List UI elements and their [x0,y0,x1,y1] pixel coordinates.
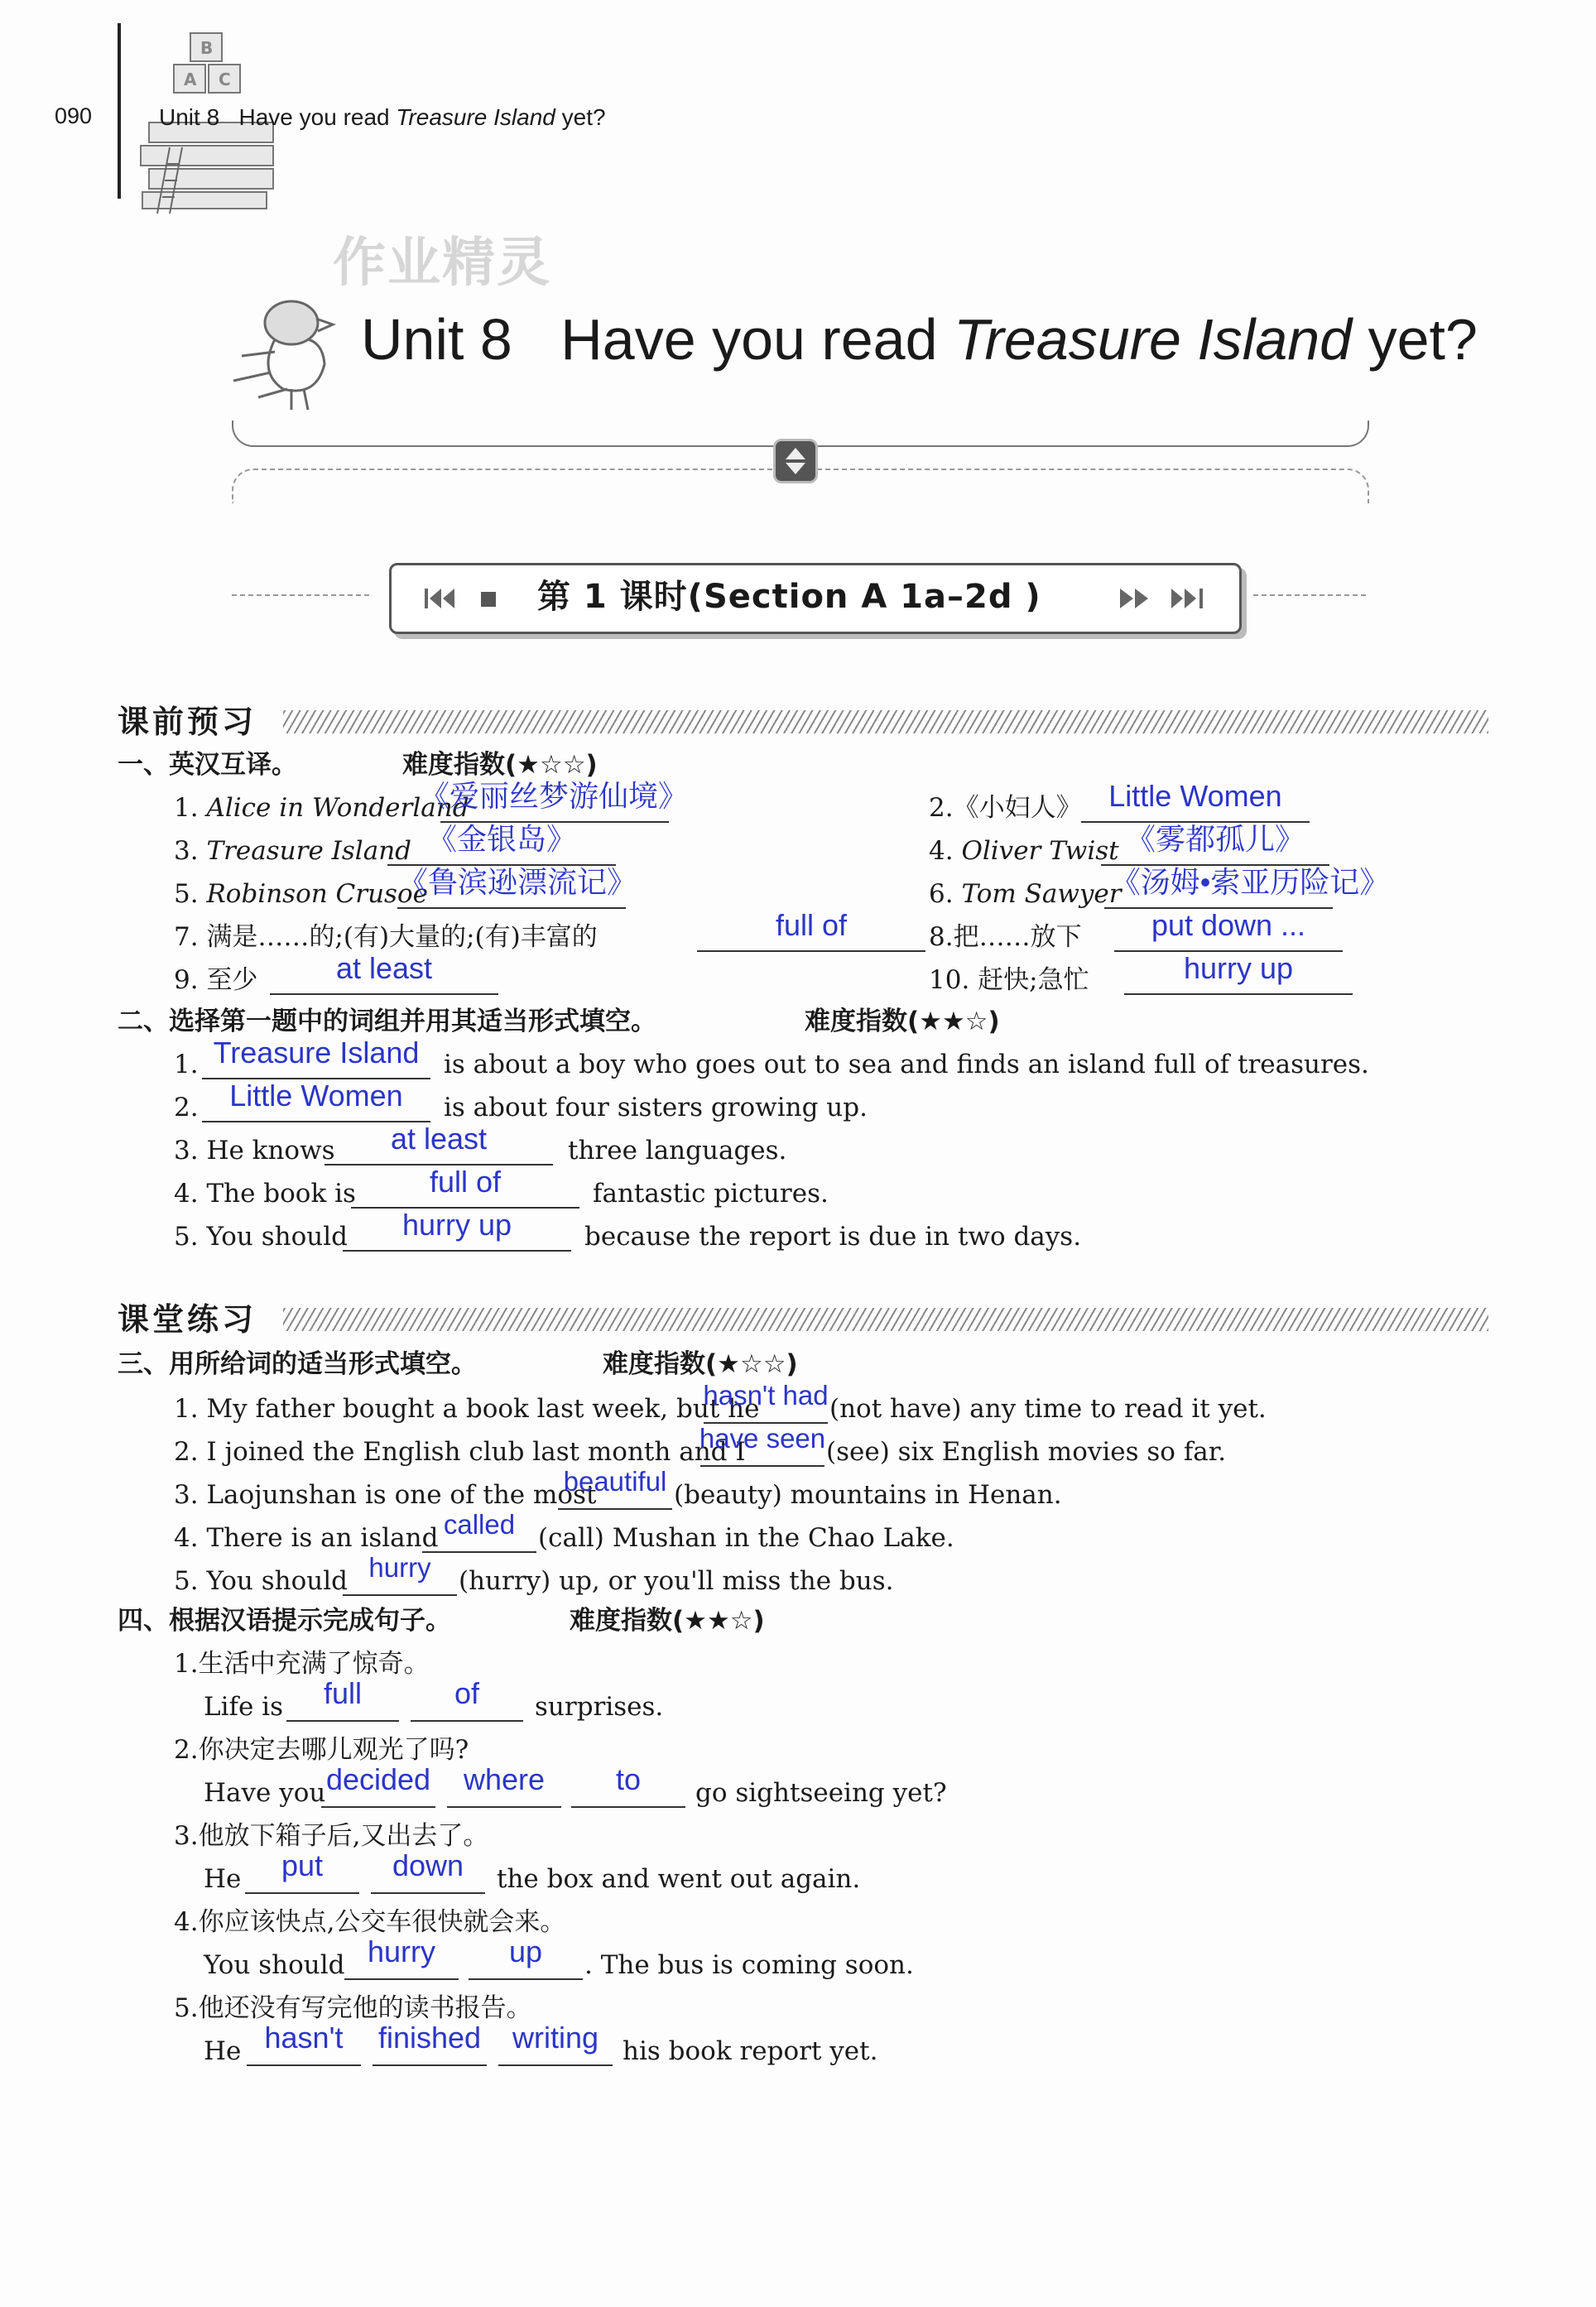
p1-answer-8: put down ... [1151,908,1306,942]
p4-before-4: You should [204,1950,345,1980]
p4-answer-3a: put [281,1848,324,1882]
p4-blank-3a[interactable] [245,1892,359,1894]
frame-knob-icon [773,439,818,483]
p3-answer-3: beautiful [563,1466,667,1497]
unit-title-unit: Unit 8 [361,307,512,372]
p4-chinese-1: 1.生活中充满了惊奇。 [174,1649,430,1679]
p2-answer-4: full of [429,1165,502,1199]
p3-answer-2: have seen [699,1423,826,1454]
p4-blank-5b[interactable] [373,2064,487,2066]
part3-heading: 三、用所给词的适当形式填空。 [118,1349,477,1379]
p4-chinese-3: 3.他放下箱子后,又出去了。 [174,1821,489,1851]
p4-after-3: the box and went out again. [497,1864,861,1894]
p4-blank-5c[interactable] [498,2064,613,2066]
banner-line-right [1253,594,1366,596]
p3-after-2: (see) six English movies so far. [826,1437,1227,1467]
p4-after-5: his book report yet. [623,2036,878,2066]
p1-answer-3: 《金银岛》 [426,822,576,856]
part2-heading: 二、选择第一题中的词组并用其适当形式填空。 [118,1007,656,1036]
p3-item-1: 1. My father bought a book last week, but he [174,1394,760,1424]
parrot-illustration-icon [225,273,366,414]
lesson-banner-label: 第 1 课时(Section A 1a–2d ) [537,578,1041,616]
p2-after-1: is about a boy who goes out to sea and finds an island full of treasures. [444,1050,1369,1079]
p1-item-9: 9. 至少 [174,965,258,995]
p1-item-7: 7. 满是……的;(有)大量的;(有)丰富的 [174,922,598,952]
p1-item-10: 10. 赶快;急忙 [929,965,1089,995]
p1-blank-7[interactable] [697,950,925,952]
p4-answer-3b: down [392,1848,464,1882]
part2-difficulty: 难度指数(★★☆) [805,1007,1000,1036]
p4-before-1: Life is [204,1692,283,1722]
p3-blank-2[interactable] [700,1465,824,1467]
p3-answer-5: hurry [368,1552,431,1583]
p4-blank-2c[interactable] [571,1806,685,1808]
p1-item-6: 6. Tom Sawyer [929,879,1122,909]
p2-num-1: 1. [174,1050,199,1079]
header-divider [118,23,121,199]
header-title-suffix: yet? [555,104,606,130]
p4-blank-2b[interactable] [447,1806,561,1808]
p1-answer-9: at least [335,951,433,985]
p4-answer-2c: to [615,1762,642,1796]
unit-title-prefix: Have you read [560,307,954,372]
p2-answer-2: Little Women [229,1079,403,1113]
p4-blank-2a[interactable] [321,1806,435,1808]
unit-title-suffix: yet? [1352,307,1478,372]
p3-after-5: (hurry) up, or you'll miss the bus. [459,1566,894,1596]
svg-text:C: C [219,70,231,89]
p4-answer-5c: writing [512,2021,599,2055]
part4-heading: 四、根据汉语提示完成句子。 [118,1606,451,1636]
p1-answer-1: 《爱丽丝梦游仙境》 [419,779,688,813]
page-number: 090 [55,103,93,128]
banner-line-left [232,594,369,596]
section-hatch-preview [283,710,1488,733]
p4-after-2: go sightseeing yet? [695,1778,947,1808]
p4-blank-4b[interactable] [469,1978,583,1980]
watermark: 作业精灵 [333,233,551,292]
p1-item-8: 8.把……放下 [929,922,1082,952]
fast-forward-icon [1118,587,1151,610]
part3-difficulty: 难度指数(★☆☆) [603,1349,798,1379]
p3-blank-5[interactable] [343,1594,457,1596]
p1-item-1: 1. Alice in Wonderland [174,793,469,823]
p3-item-5: 5. You should [174,1566,348,1596]
p1-answer-5: 《鲁滨逊漂流记》 [397,865,637,899]
p1-answer-6: 《汤姆•索亚历险记》 [1110,865,1390,899]
p4-answer-4a: hurry [367,1935,436,1968]
p4-before-5: He [204,2036,242,2066]
p4-after-1: surprises. [535,1692,664,1722]
p4-answer-1a: full [323,1676,363,1710]
svg-text:A: A [184,70,197,89]
part1-heading: 一、英汉互译。 [118,750,297,780]
p1-blank-9[interactable] [270,993,498,995]
p4-answer-5b: finished [377,2021,482,2055]
p2-answer-5: hurry up [401,1208,512,1242]
p4-blank-4a[interactable] [344,1978,459,1980]
p3-item-3: 3. Laojunshan is one of the most [174,1480,597,1510]
p3-blank-3[interactable] [558,1508,672,1510]
svg-text:B: B [200,38,214,58]
p2-after-4: fantastic pictures. [593,1179,829,1209]
p4-blank-1a[interactable] [286,1720,399,1722]
p4-before-2: Have you [204,1778,326,1808]
p4-blank-3b[interactable] [371,1892,485,1894]
p2-item-4: 4. The book is [174,1179,356,1209]
p3-answer-4: called [443,1509,516,1540]
part4-difficulty: 难度指数(★★☆) [570,1606,765,1636]
p2-after-3: three languages. [568,1136,787,1166]
p3-after-3: (beauty) mountains in Henan. [674,1480,1062,1510]
p1-item-3: 3. Treasure Island [174,836,412,866]
p4-answer-2b: where [463,1762,546,1796]
p4-blank-5a[interactable] [247,2064,361,2066]
p4-blank-1b[interactable] [411,1720,523,1722]
p2-answer-1: Treasure Island [213,1036,420,1069]
p3-after-4: (call) Mushan in the Chao Lake. [538,1523,954,1553]
p3-answer-1: hasn't had [703,1380,829,1411]
unit-title-italic: Treasure Island [953,307,1353,372]
lesson-banner [389,563,1242,634]
p1-blank-10[interactable] [1124,993,1353,995]
skip-back-icon [423,587,459,610]
header-title-prefix: Have you read [238,104,397,130]
section-title-preview: 课前预习 [118,704,257,740]
p1-item-2: 2.《小妇人》 [929,793,1082,823]
p3-after-1: (not have) any time to read it yet. [829,1394,1267,1424]
part1-difficulty: 难度指数(★☆☆) [402,750,598,780]
unit-title [361,306,1478,372]
p1-answer-4: 《雾都孤儿》 [1125,822,1305,856]
section-title-practice: 课堂练习 [118,1301,257,1338]
p2-item-5: 5. You should [174,1222,348,1252]
p4-chinese-4: 4.你应该快点,公交车很快就会来。 [174,1907,566,1937]
p2-after-5: because the report is due in two days. [584,1222,1082,1252]
p1-answer-10: hurry up [1183,951,1294,985]
stop-icon [479,590,498,608]
header-title [159,101,606,134]
p4-answer-2a: decided [325,1762,431,1796]
p4-answer-4b: up [508,1935,543,1968]
p4-answer-5a: hasn't [264,2021,344,2055]
skip-forward-icon [1170,587,1206,610]
header-unit: Unit 8 [159,104,220,130]
p2-answer-3: at least [390,1122,488,1156]
p4-answer-1b: of [454,1676,480,1710]
p2-item-3: 3. He knows [174,1136,335,1166]
p4-before-3: He [204,1864,242,1894]
p2-blank-5[interactable] [343,1250,571,1252]
p4-chinese-5: 5.他还没有写完他的读书报告。 [174,1993,532,2023]
header-title-italic: Treasure Island [396,104,555,130]
p3-item-4: 4. There is an island [174,1523,439,1553]
p1-answer-2: Little Women [1108,779,1282,813]
p3-item-2: 2. I joined the English club last month and I [174,1437,746,1467]
p4-chinese-2: 2.你决定去哪儿观光了吗? [174,1735,469,1765]
p1-item-4: 4. Oliver Twist [929,836,1119,866]
p1-answer-7: full of [775,908,848,942]
p1-item-5: 5. Robinson Crusoe [174,879,428,909]
p4-after-4: . The bus is coming soon. [584,1950,914,1980]
p1-blank-5[interactable] [397,907,626,909]
p2-after-2: is about four sisters growing up. [444,1093,868,1122]
p2-num-2: 2. [174,1093,199,1122]
section-hatch-practice [283,1308,1488,1331]
